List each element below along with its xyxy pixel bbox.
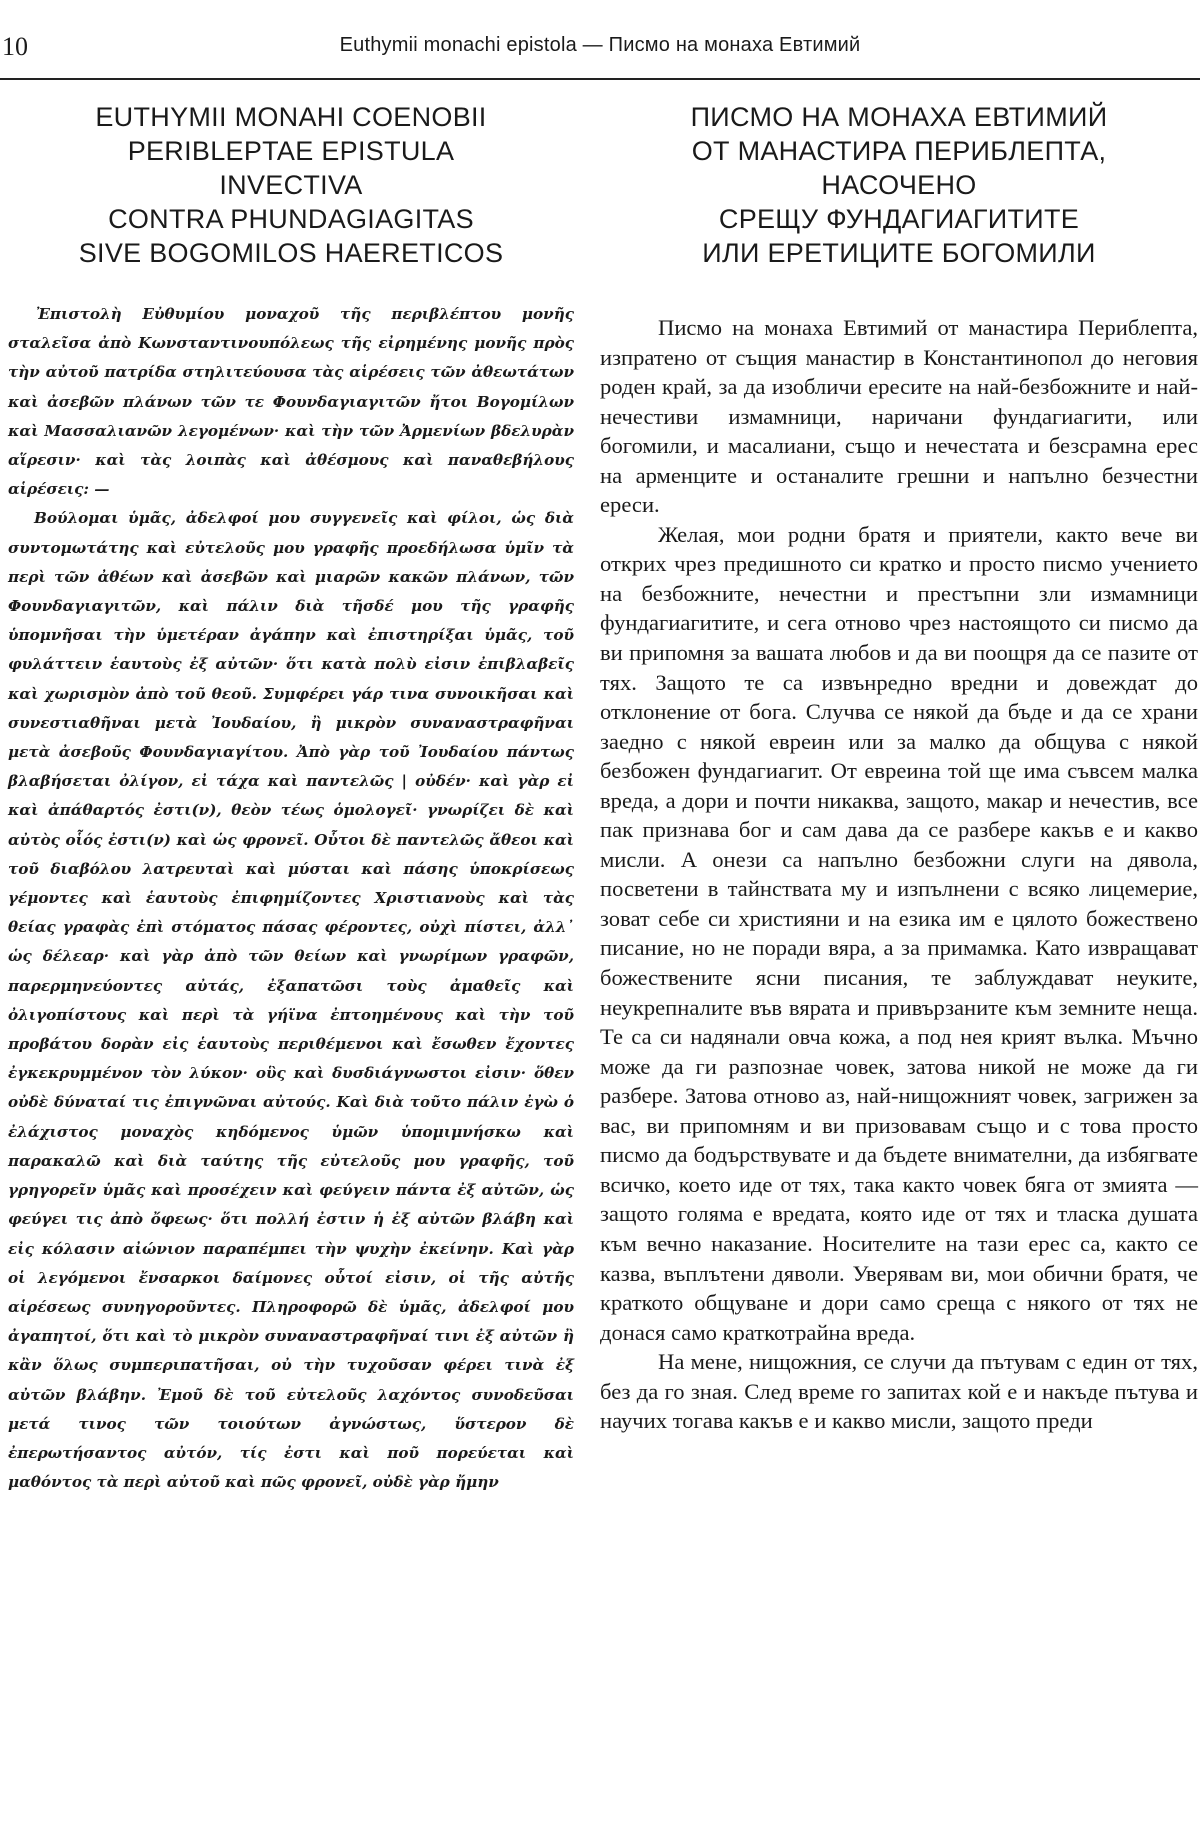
- latin-title-line: PERIBLEPTAE EPISTULA: [127, 136, 455, 166]
- page-number: 10: [2, 32, 28, 61]
- latin-title-line: INVECTIVA: [219, 170, 363, 200]
- latin-title-line: CONTRA PHUNDAGIAGITAS: [108, 204, 474, 234]
- latin-title: [8, 100, 574, 276]
- greek-text: [8, 300, 574, 1497]
- bulgarian-title-line: ПИСМО НА МОНАХА ЕВТИМИЙ: [690, 102, 1108, 132]
- bulgarian-paragraph: Желая, мои родни братя и приятели, както вече ви открих чрез предишното си кратко и просто писмо учението на безбожните, нечестни и престъпни зли измамници фундагиагитите, и сега отново чрез настоящото си писмо да ви припомня за вашата любов и да ви поощря да се пазите от тях. Защото те са извънредно вредни и довеждат до отклонение от бога. Случва се някой да бъде и да се храни заедно с някой евреин или за малко да общува с някой безбожен фундагиагит. От евреина той ще има съвсем малка вреда, а дори и почти никаква, защото, макар и нечестив, все пак признава бог и сам дава да се разбере какъв е и какво мисли. А онези са напълно безбожни слуги на дявола, посветени в тайнствата му и изпълнени с всяко лицемерие, зоват себе си християни и на езика им е цялото божествено писание, но не поради вяра, а за примамка. Като извращават божествените ясни писания, те заблуждават неуките, неукрепналите във вярата и привързаните към земните неща. Те са си надянали овча кожа, а под нея крият вълка. Мъчно може да ги разпознае човек, затова никой не може да ги разбере. Затова отново аз, най-нищожният човек, загрижен за вас, ви припомням и ви призовавам също и с това просто писмо да бодърствувате и да бъдете внимателни, да избягвате всичко, което иде от тях, така както човек бяга от змията — защото голяма е вредата, която иде от тях и тласка душата към вечно наказание. Носителите на тази ерес са, както се казва, въплътени дяволи. Уверявам ви, мои обични братя, че краткото общуване и дори само среща с някого от тях не донася само краткотрайна вреда.: [600, 521, 1198, 1345]
- bulgarian-title-line: ОТ МАНАСТИРА ПЕРИБЛЕПТА,: [691, 136, 1107, 166]
- greek-heading-paragraph: Ἐπιστολὴ Εὐθυμίου μοναχοῦ τῆς περιβλέπτου μονῆς σταλεῖσα ἀπὸ Κωνσταντινουπόλεως τῆς εἰρημένης μονῆς πρὸς τὴν αὐτοῦ πατρίδα στηλιτεύουσα τὰς αἱρέσεις τῶν ἀθεωτάτων καὶ ἀσεβῶν πλάνων τῶν τε Φουνδαγιαγιτῶν ἤτοι Βογομίλων καὶ Μασσαλιανῶν λεγομένων· καὶ τὴν τῶν Ἀρμενίων βδελυρὰν αἵρεσιν· καὶ τὰς λοιπὰς καὶ ἀθέσμους καὶ παναθεβήλους αἱρέσεις: —: [8, 305, 574, 499]
- running-title: Euthymii monachi epistola — Писмо на монаха Евтимий: [339, 34, 861, 56]
- bulgarian-column: [600, 100, 1198, 1436]
- latin-greek-column: [8, 100, 574, 1497]
- bulgarian-title: [600, 100, 1198, 276]
- bulgarian-paragraph: На мене, нищожния, се случи да пътувам с един от тях, без да го зная. След време го запитах кой е и накъде пътува и научих тогава какъв е и какво мисли, защото преди: [600, 1349, 1198, 1434]
- bulgarian-title-line: ИЛИ ЕРЕТИЦИТЕ БОГОМИЛИ: [702, 238, 1096, 268]
- bulgarian-text: [600, 313, 1198, 1436]
- bulgarian-title-line: НАСОЧЕНО: [821, 170, 977, 200]
- running-header: [0, 30, 1200, 74]
- greek-body-paragraph: Βούλομαι ὑμᾶς, ἀδελφοί μου συγγενεῖς καὶ φίλοι, ὡς διὰ συντομωτάτης καὶ εὐτελοῦς μου γραφῆς προεδήλωσα ὑμῖν τὰ περὶ τῶν ἀθέων καὶ ἀσεβῶν καὶ μιαρῶν κακῶν πλάνων, τῶν Φουνδαγιαγιτῶν, καὶ πάλιν διὰ τῆσδέ μου τῆς γραφῆς ὑπομνῆσαι τὴν ὑμετέραν ἀγάπην καὶ ἐπιστηρίξαι ὑμᾶς, τοῦ φυλάττειν ἑαυτοὺς ἐξ αὐτῶν· ὅτι κατὰ πολὺ εἰσιν ἐπιβλαβεῖς καὶ χωρισμὸν ἀπὸ τοῦ θεοῦ. Συμφέρει γάρ τινα συνοικῆσαι καὶ συνεστιαθῆναι μετὰ Ἰουδαίου, ἢ μικρὸν συναναστραφῆναι μετὰ ἀσεβοῦς Φουνδαγιαγίτου. Ἀπὸ γὰρ τοῦ Ἰουδαίου πάντως βλαβήσεται ὀλίγον, εἰ τάχα καὶ παντελῶς | οὐδέν· καὶ γὰρ εἰ καὶ ἀπάθαρτός ἐστι(ν), θεὸν τέως ὁμολογεῖ· γνωρίζει δὲ καὶ αὐτὸς οἷός ἐστι(ν) καὶ ὡς φρονεῖ. Οὗτοι δὲ παντελῶς ἄθεοι καὶ τοῦ διαβόλου λατρευταὶ καὶ μύσται καὶ πάσης ὑποκρίσεως γέμοντες καὶ ἑαυτοὺς ἐπιφημίζοντες Χριστιανοὺς καὶ τὰς θείας γραφὰς ἐπὶ στόματος πάσας φέροντες, οὐχὶ πίστει, ἀλλ᾽ ὡς δέλεαρ· καὶ γὰρ ἀπὸ τῶν θείων καὶ γνωρίμων γραφῶν, παρερμηνεύοντες αὐτάς, ἐξαπατῶσι τοὺς ἀμαθεῖς καὶ ὀλιγοπίστους καὶ περὶ τὰ γήϊνα ἐπτοημένους καὶ τὴν τοῦ προβάτου δορὰν εἰς ἑαυτοὺς περιθέμενοι καὶ ἔσωθεν ἔχοντες ἐγκεκρυμμένον τὸν λύκον· οὓς καὶ δυσδιάγνωστοι εἰσιν· ὅθεν οὐδὲ δύναταί τις ἐπιγνῶναι αὐτούς. Καὶ διὰ τοῦτο πάλιν ἐγὼ ὁ ἐλάχιστος μοναχὸς κηδόμενος ὑμῶν ὑπομιμνήσκω καὶ παρακαλῶ καὶ διὰ ταύτης τῆς εὐτελοῦς μου γραφῆς, τοῦ γρηγορεῖν ὑμᾶς καὶ προσέχειν καὶ φεύγειν πάντα ἐξ αὐτῶν, ὡς φεύγει τις ἀπὸ ὄφεως· ὅτι πολλή ἐστιν ἡ ἐξ αὐτῶν βλάβη καὶ εἰς κόλασιν αἰώνιον παραπέμπει τὴν ψυχὴν ἐκείνην. Καὶ γὰρ οἱ λεγόμενοι ἔνσαρκοι δαίμονες οὗτοί εἰσιν, οἱ τῆς αὐτῆς αἱρέσεως συνηγοροῦντες. Πληροφορῶ δὲ ὑμᾶς, ἀδελφοί μου ἀγαπητοί, ὅτι καὶ τὸ μικρὸν συναναστραφῆναί τινι ἐξ αὐτῶν ἢ κἂν ὅλως συμπεριπατῆσαι, οὐ τὴν τυχοῦσαν φέρει τινὰ ἐξ αὐτῶν βλάβην. Ἐμοῦ δὲ τοῦ εὐτελοῦς λαχόντος συνοδεῦσαι μετά τινος τῶν τοιούτων ἀγνώστως, ὕστερον δὲ ἐπερωτήσαντος αὐτόν, τίς ἐστι καὶ ποῦ πορεύεται καὶ μαθόντος τὰ περὶ αὐτοῦ καὶ πῶς φρονεῖ, οὐδὲ γὰρ ἤμην: [8, 509, 574, 1492]
- latin-title-line: EUTHYMII MONAHI COENOBII: [95, 102, 487, 132]
- bulgarian-title-line: СРЕЩУ ФУНДАГИАГИТИТЕ: [718, 204, 1080, 234]
- header-rule: [0, 78, 1200, 80]
- bulgarian-paragraph: Писмо на монаха Евтимий от манастира Периблепта, изпратено от същия манастир в Константинопол до неговия роден край, за да изобличи ересите на най-безбожните и най-нечестиви измамници, наричани фундагиагити, или богомили, и масалиани, също и нечестата и безсрамна ерес на арменците и останалите грешни и напълно безчестни ереси.: [600, 315, 1198, 518]
- latin-title-line: SIVE BOGOMILOS HAERETICOS: [78, 238, 504, 268]
